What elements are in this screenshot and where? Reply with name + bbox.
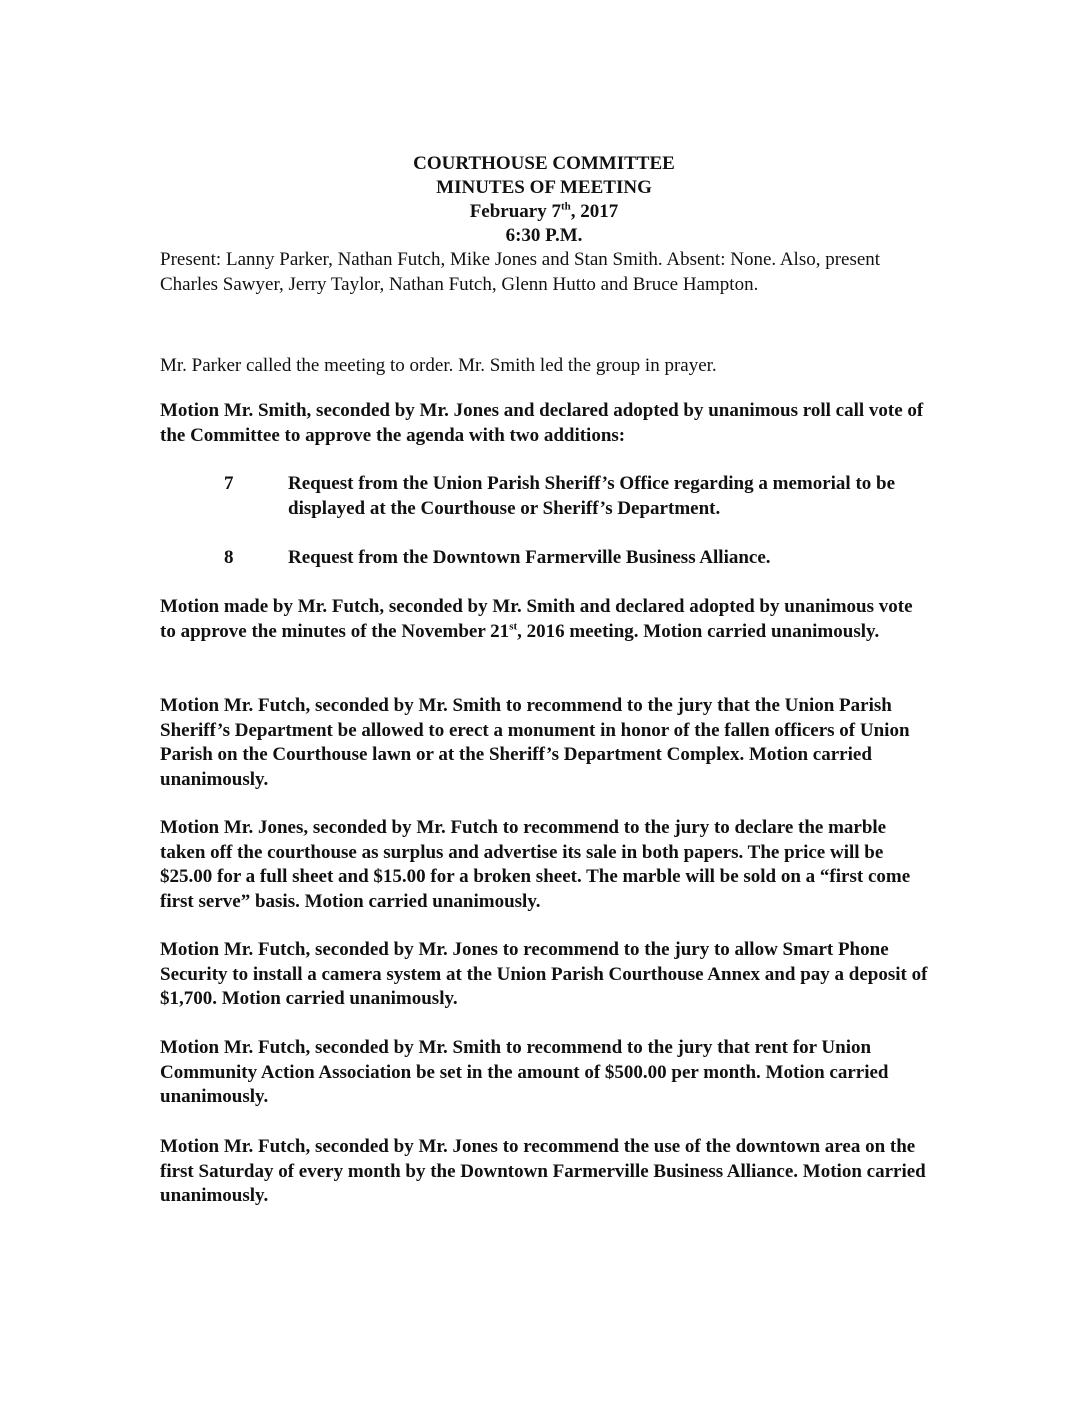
agenda-item-number: 8 bbox=[224, 547, 234, 568]
motion-paragraph: Motion Mr. Futch, seconded by Mr. Jones to recommend the use of the downtown area on the first Saturday of every month by the Downtown Farmerville Business Alliance. Motion carried unanimously. bbox=[160, 1136, 926, 1206]
attendance-paragraph: Present: Lanny Parker, Nathan Futch, Mike Jones and Stan Smith. Absent: None. Also, present Charles Sawyer, Jerry Taylor, Nathan Futch, Glenn Hutto and Bruce Hampton. bbox=[160, 249, 881, 295]
document-header bbox=[0, 152, 1088, 248]
meeting-date-year: , 2017 bbox=[570, 201, 619, 222]
meeting-date-suffix: th bbox=[561, 200, 571, 213]
motion-paragraph: Motion Mr. Jones, seconded by Mr. Futch to recommend to the jury to declare the marble taken off the courthouse as surplus and advertise its sale in both papers. The price will be $25.00 for a full sheet and $15.00 for a broken sheet. The marble will be sold on a “first come first serve” basis. Motion carried unanimously. bbox=[160, 817, 911, 912]
agenda-item-text: Request from the Union Parish Sheriff’s Office regarding a memorial to be displayed at the Courthouse or Sheriff’s Department. bbox=[288, 473, 896, 519]
minutes-approval-text: Motion made by Mr. Futch, seconded by Mr. Smith and declared adopted by unanimous vote to approve the minutes of the November 21 bbox=[160, 596, 913, 642]
agenda-item-text: Request from the Downtown Farmerville Business Alliance. bbox=[288, 547, 771, 568]
motion-paragraph: Motion Mr. Futch, seconded by Mr. Jones to recommend to the jury to allow Smart Phone Security to install a camera system at the Union Parish Courthouse Annex and pay a deposit of $1,700. Motion carried unanimously. bbox=[160, 939, 928, 1009]
minutes-title: MINUTES OF MEETING bbox=[436, 177, 652, 198]
minutes-approval-paragraph bbox=[160, 595, 930, 644]
minutes-approval-suffix: st bbox=[509, 620, 518, 633]
meeting-date bbox=[0, 200, 1088, 224]
meeting-time: 6:30 P.M. bbox=[505, 225, 583, 246]
opening-paragraph: Mr. Parker called the meeting to order. Mr. Smith led the group in prayer. bbox=[160, 355, 717, 376]
agenda-item-number: 7 bbox=[224, 473, 234, 494]
meeting-date-main: February 7 bbox=[469, 201, 561, 222]
motion-paragraph: Motion Mr. Futch, seconded by Mr. Smith to recommend to the jury that the Union Parish Sheriff’s Department be allowed to erect a monument in honor of the fallen officers of Union Parish on the Courthouse lawn or at the Sheriff’s Department Complex. Motion carried unanimously. bbox=[160, 695, 910, 790]
minutes-approval-text-end: , 2016 meeting. Motion carried unanimously. bbox=[517, 620, 880, 642]
agenda-motion-paragraph: Motion Mr. Smith, seconded by Mr. Jones and declared adopted by unanimous roll call vote of the Committee to approve the agenda with two additions: bbox=[160, 400, 924, 446]
committee-title: COURTHOUSE COMMITTEE bbox=[413, 153, 675, 174]
motion-paragraph: Motion Mr. Futch, seconded by Mr. Smith to recommend to the jury that rent for Union Community Action Association be set in the amount of $500.00 per month. Motion carried unanimously. bbox=[160, 1037, 889, 1107]
